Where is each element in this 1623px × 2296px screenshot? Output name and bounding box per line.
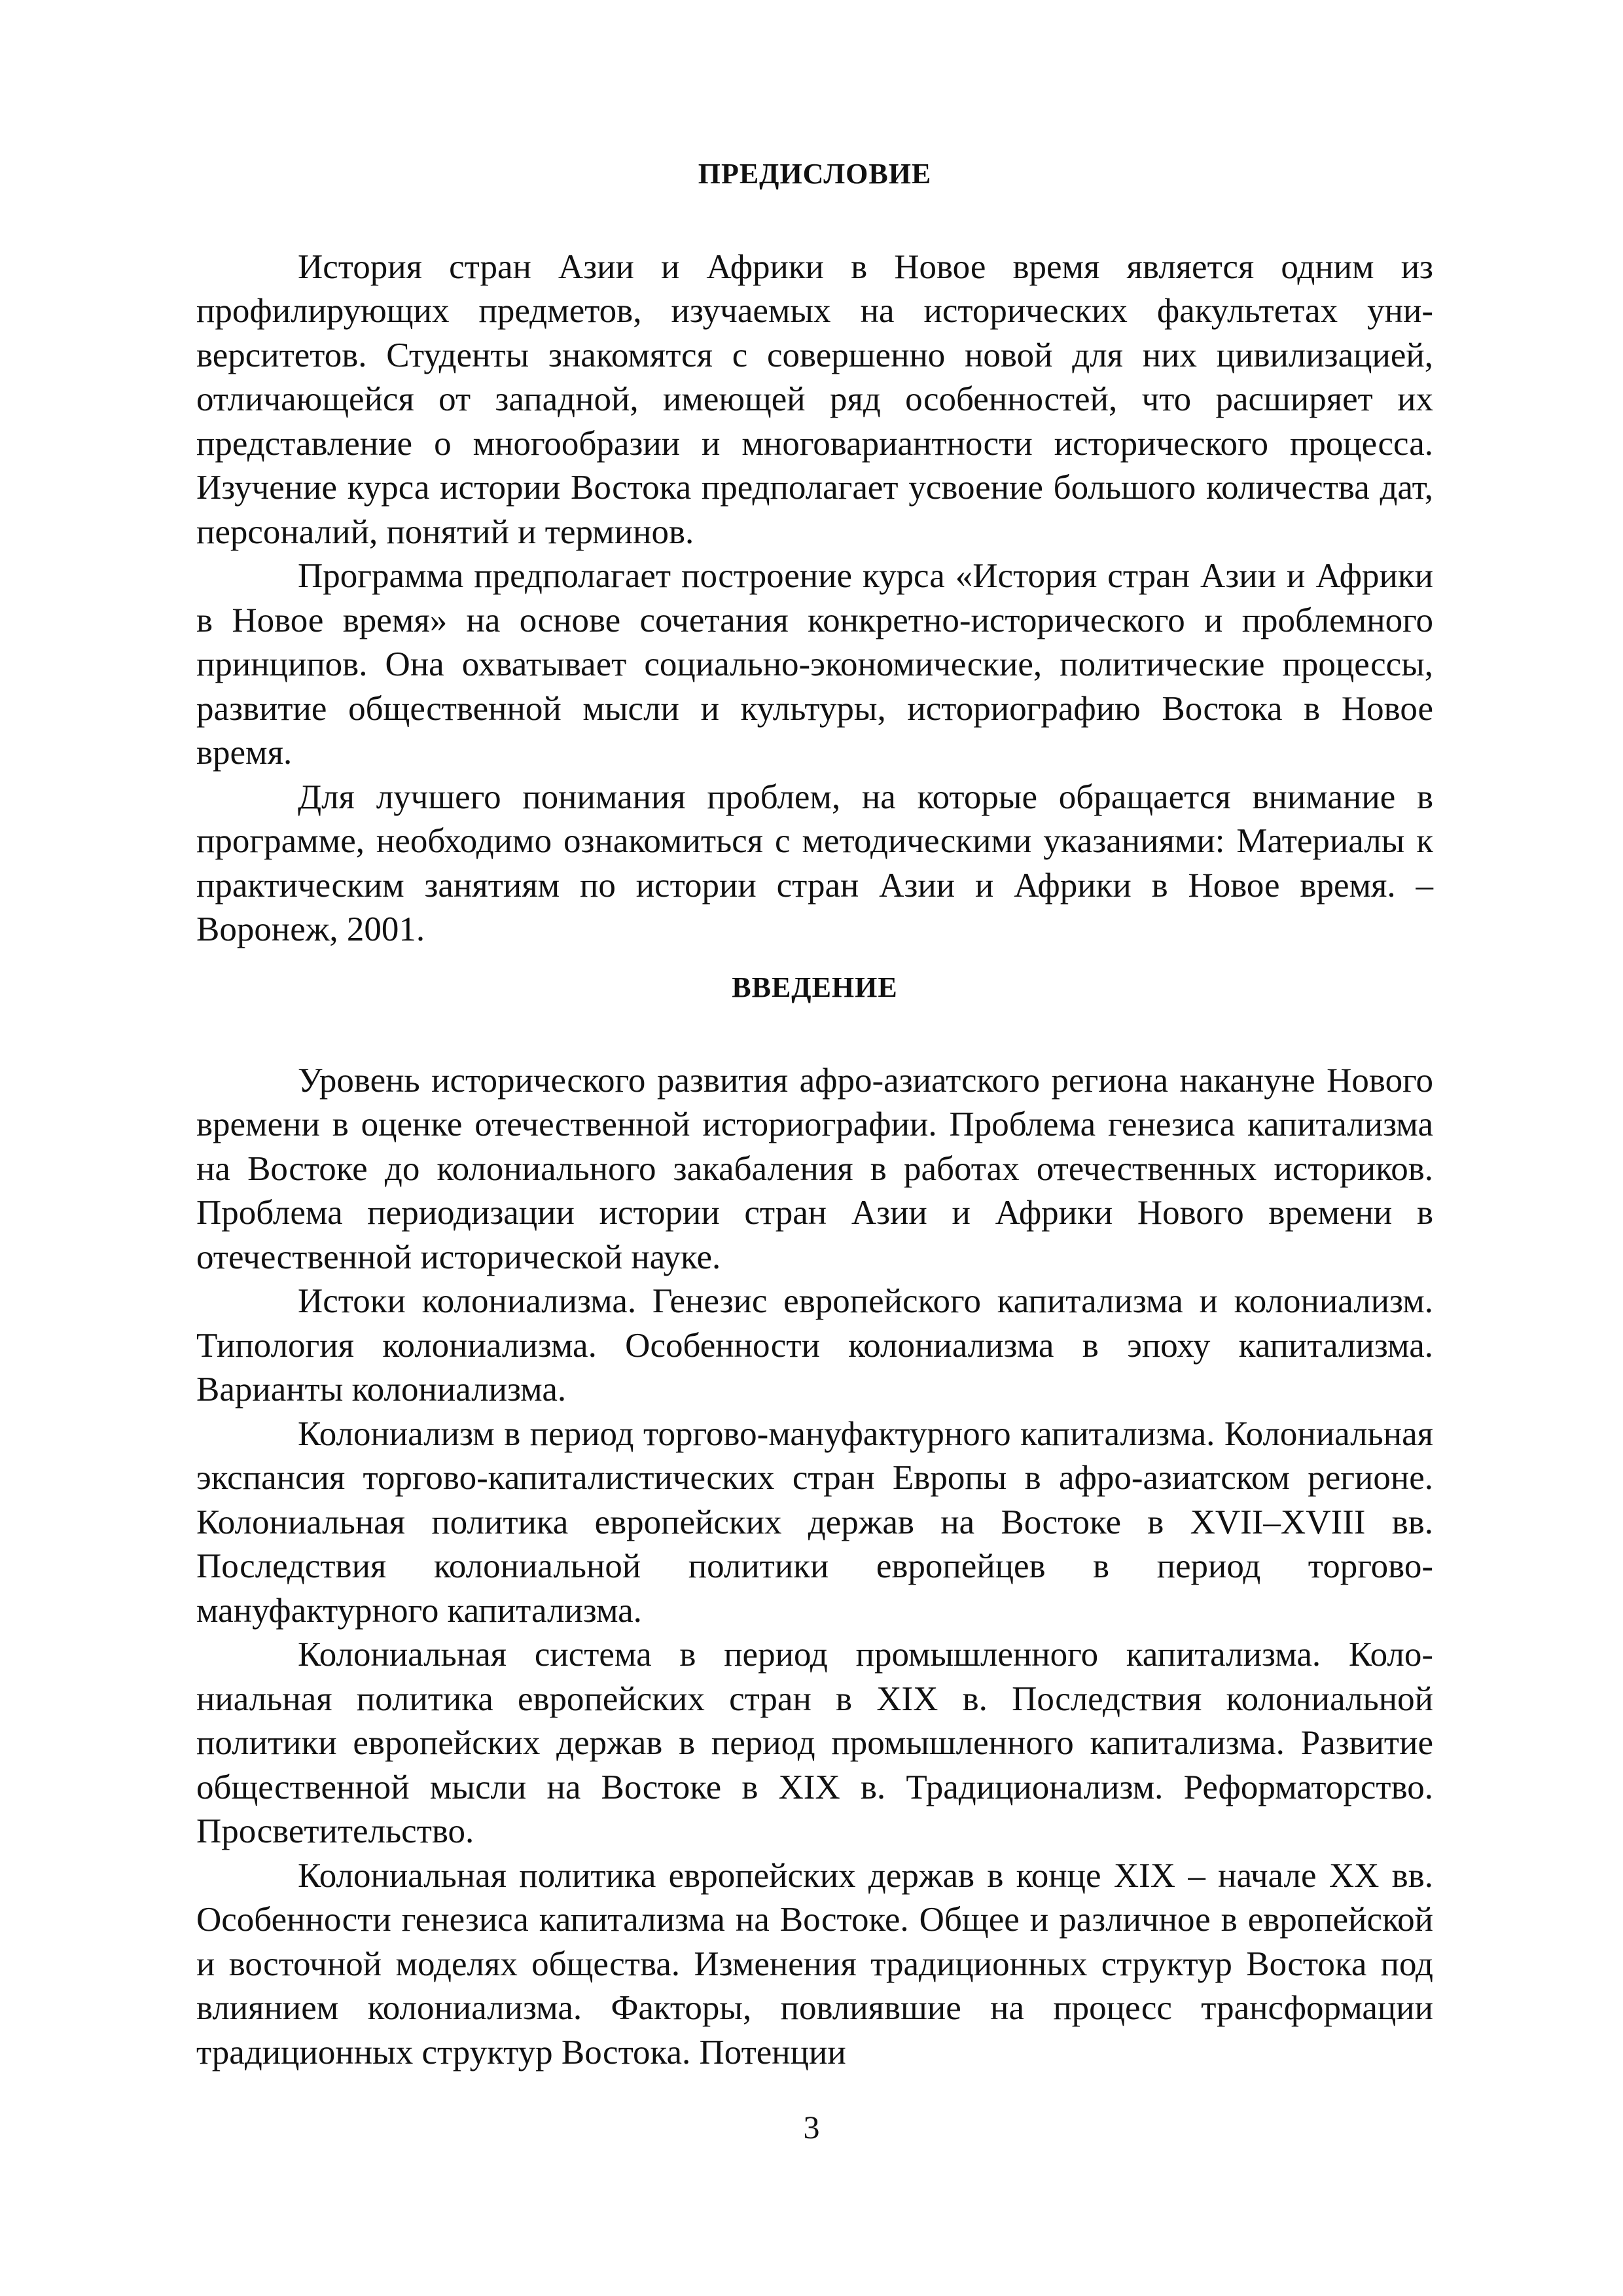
preface-section [196,152,1433,952]
introduction-section [196,965,1433,2075]
introduction-paragraph-4: Колониальная система в период промышленного капитализма. Колониальная политика европейских стран в XIX в. Последствия колониальной политики европейских держав в период промышленного капитализма. Развитие общественной мысли на Востоке в XIX в. Традиционализм. Реформаторство. Просветительство. [196,1636,1433,1850]
preface-heading: ПРЕДИСЛОВИЕ [698,158,932,190]
introduction-paragraph-1: Уровень исторического развития афро-азиатского региона накануне Нового времени в оценке отечественной историографии. Проблема генезиса капитализма на Востоке до колониального закабаления в работах отечественных историков. Проблема периодизации истории стран Азии и Африки Нового времени в отечественной исторической науке. [196,1061,1433,1276]
introduction-paragraph-2: Истоки колониализма. Генезис европейского капитализма и колониализм. Типология колониализма. Особенности колониализма в эпоху капитализма. Варианты колониализма. [196,1282,1433,1408]
heading-spacer [196,1010,1433,1059]
preface-paragraph-3: Для лучшего понимания проблем, на которые обращается внимание в программе, необходимо ознакомиться с методическими указаниями: Материалы к практическим занятиям по истории стран Азии и Африки в Новое время. – Воронеж, 2001. [196,778,1433,948]
introduction-paragraph-3: Колониализм в период торгово-мануфактурного капитализма. Колониальная экспансия торгово-капиталистических стран Европы в афро-азиатском регионе. Колониальная политика европейских держав на Востоке в XVII–XVIII вв. Последствия колониальной политики европейцев в период торгово-мануфактурного капитализма. [196,1414,1433,1630]
heading-spacer [196,196,1433,245]
preface-paragraph-2: Программа предполагает построение курса «История стран Азии и Африки в Новое время» на основе сочетания конкретно-исторического и проблемного принципов. Она охватывает социально-экономические, политические процессы, развитие общественной мысли и культуры, историографию Востока в Новое время. [196,557,1433,772]
preface-paragraph-1: История стран Азии и Африки в Новое время является одним из профилирующих предметов, изучаемых на исторических факультетах университетов. Студенты знакомятся с совершенно новой для них цивилизацией, отличающейся от западной, имеющей ряд особенностей, что расширяет их представление о многообразии и многовариантности исторического процесса. Изучение курса истории Востока предполагает усвоение большого количества дат, персоналий, понятий и терминов. [196,247,1433,551]
introduction-paragraph-5: Колониальная политика европейских держав в конце XIX – начале XX вв. Особенности генезиса капитализма на Востоке. Общее и различное в европейской и восточной моделях общества. Изменения традиционных структур Востока под влиянием колониализма. Факторы, повлиявшие на процесс трансформации традиционных структур Востока. Потенции [196,1856,1433,2072]
introduction-heading: ВВЕДЕНИЕ [732,971,898,1003]
page-number: 3 [803,2109,820,2145]
